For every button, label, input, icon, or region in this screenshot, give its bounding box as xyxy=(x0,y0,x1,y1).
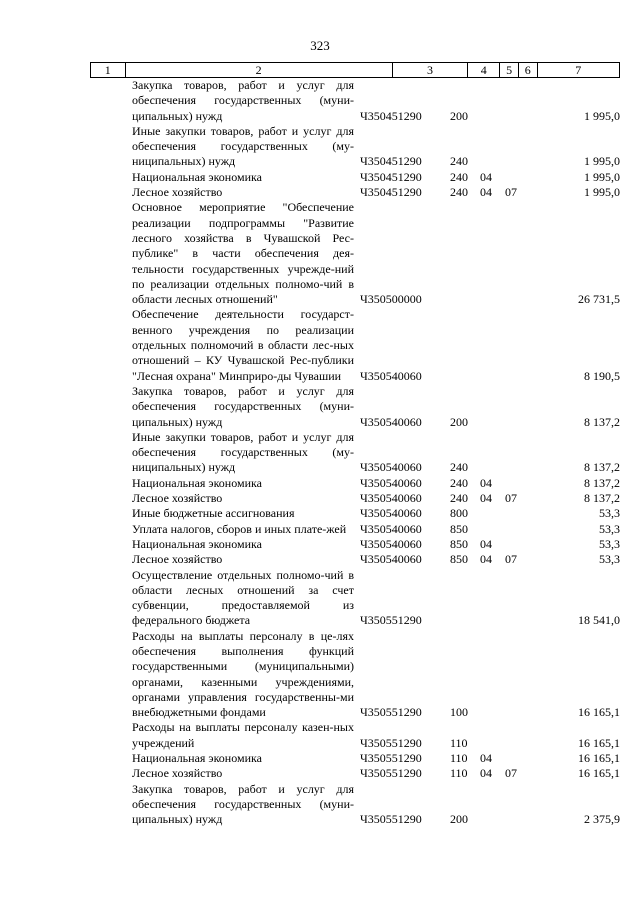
header-col-6: 6 xyxy=(519,63,538,77)
row-sum: 53,3 xyxy=(599,552,620,567)
row-code: Ч350540060 xyxy=(360,536,422,551)
table-row xyxy=(90,766,620,781)
row-code: Ч350540060 xyxy=(360,521,422,536)
table-row xyxy=(90,782,620,828)
row-name: Лесное хозяйство xyxy=(132,491,223,506)
table-row xyxy=(90,751,620,766)
table-row xyxy=(90,307,620,383)
row-sum: 16 165,1 xyxy=(578,705,620,720)
row-pr: 07 xyxy=(505,491,517,506)
row-name: Иные бюджетные ассигнования xyxy=(132,506,295,521)
row-code: Ч350551290 xyxy=(360,613,422,628)
row-name: Обеспечение деятельности государст-венного учреждения по реализации отдельных полномочий в области лес-ных отношений – КУ Чувашской Рес-публики "Лесная охрана" Минприро-ды Чувашии xyxy=(132,307,354,383)
table-body xyxy=(90,78,620,828)
table-row xyxy=(90,185,620,200)
row-name: Лесное хозяйство xyxy=(132,185,223,200)
row-name: Лесное хозяйство xyxy=(132,552,223,567)
row-vr: 850 xyxy=(450,552,468,567)
header-col-3: 3 xyxy=(393,63,469,77)
table-row xyxy=(90,629,620,721)
row-vr: 110 xyxy=(450,766,468,781)
row-name: Осуществление отдельных полномо-чий в области лесных отношений за счет субвенции, предоставляемой из федерального бюджета xyxy=(132,567,354,628)
row-code: Ч350551290 xyxy=(360,812,422,827)
row-rz: 04 xyxy=(480,475,492,490)
row-vr: 800 xyxy=(450,506,468,521)
row-vr: 850 xyxy=(450,536,468,551)
table-row xyxy=(90,200,620,307)
table-row xyxy=(90,537,620,552)
row-vr: 110 xyxy=(450,735,468,750)
table-row xyxy=(90,552,620,567)
row-vr: 200 xyxy=(450,414,468,429)
row-pr: 07 xyxy=(505,766,517,781)
row-code: Ч350451290 xyxy=(360,154,422,169)
table-row xyxy=(90,78,620,124)
row-vr: 240 xyxy=(450,460,468,475)
table-row xyxy=(90,170,620,185)
table-row xyxy=(90,522,620,537)
row-name: Основное мероприятие "Обеспечение реализации подпрограммы "Развитие лесного хозяйства в Чувашской Рес-публике" в части обеспечения дея-тельности государственных учрежде-ний по реализации отдельных полномо-чий в области лесных отношений" xyxy=(132,200,354,307)
row-code: Ч350540060 xyxy=(360,552,422,567)
row-sum: 8 137,2 xyxy=(584,491,620,506)
row-vr: 240 xyxy=(450,169,468,184)
row-name: Национальная экономика xyxy=(132,475,262,490)
row-sum: 18 541,0 xyxy=(578,613,620,628)
row-code: Ч350551290 xyxy=(360,735,422,750)
header-col-4: 4 xyxy=(468,63,500,77)
row-name: Закупка товаров, работ и услуг для обеспечения государственных (муни-ципальных) нужд xyxy=(132,781,354,827)
row-vr: 240 xyxy=(450,185,468,200)
row-name: Расходы на выплаты персоналу в це-лях обеспечения выполнения функций государственными (муниципальными) органами, казенными учреждениями, органами управления государственны-ми внебюджетными фондами xyxy=(132,628,354,720)
row-pr: 07 xyxy=(505,185,517,200)
table-row xyxy=(90,720,620,751)
row-sum: 26 731,5 xyxy=(578,292,620,307)
row-code: Ч350540060 xyxy=(360,491,422,506)
row-name: Закупка товаров, работ и услуг для обеспечения государственных (муни-ципальных) нужд xyxy=(132,383,354,429)
row-sum: 8 137,2 xyxy=(584,460,620,475)
row-sum: 16 165,1 xyxy=(578,751,620,766)
row-rz: 04 xyxy=(480,491,492,506)
row-rz: 04 xyxy=(480,766,492,781)
table-row xyxy=(90,568,620,629)
row-sum: 8 137,2 xyxy=(584,475,620,490)
row-name: Иные закупки товаров, работ и услуг для обеспечения государственных (му-ниципальных) нужд xyxy=(132,123,354,169)
row-code: Ч350451290 xyxy=(360,185,422,200)
row-name: Уплата налогов, сборов и иных плате-жей xyxy=(132,521,347,536)
row-sum: 16 165,1 xyxy=(578,766,620,781)
row-code: Ч350451290 xyxy=(360,108,422,123)
table-row xyxy=(90,430,620,476)
row-sum: 1 995,0 xyxy=(584,185,620,200)
row-vr: 240 xyxy=(450,491,468,506)
row-sum: 53,3 xyxy=(599,506,620,521)
row-code: Ч350540060 xyxy=(360,506,422,521)
row-name: Расходы на выплаты персоналу казен-ных учреждений xyxy=(132,720,354,750)
header-col-5: 5 xyxy=(500,63,519,77)
row-vr: 110 xyxy=(450,751,468,766)
row-sum: 1 995,0 xyxy=(584,169,620,184)
row-rz: 04 xyxy=(480,185,492,200)
header-col-2: 2 xyxy=(126,63,393,77)
row-rz: 04 xyxy=(480,751,492,766)
row-sum: 1 995,0 xyxy=(584,108,620,123)
row-vr: 240 xyxy=(450,154,468,169)
row-sum: 8 190,5 xyxy=(584,368,620,383)
table-row xyxy=(90,506,620,521)
row-name: Национальная экономика xyxy=(132,536,262,551)
row-sum: 1 995,0 xyxy=(584,154,620,169)
row-code: Ч350540060 xyxy=(360,414,422,429)
row-rz: 04 xyxy=(480,536,492,551)
row-code: Ч350540060 xyxy=(360,475,422,490)
row-rz: 04 xyxy=(480,552,492,567)
row-vr: 100 xyxy=(450,705,468,720)
row-sum: 16 165,1 xyxy=(578,735,620,750)
table-row xyxy=(90,384,620,430)
row-code: Ч350540060 xyxy=(360,460,422,475)
table-row xyxy=(90,491,620,506)
row-name: Иные закупки товаров, работ и услуг для обеспечения государственных (му-ниципальных) нужд xyxy=(132,429,354,475)
row-vr: 200 xyxy=(450,812,468,827)
table-row xyxy=(90,476,620,491)
table-row xyxy=(90,124,620,170)
row-sum: 8 137,2 xyxy=(584,414,620,429)
row-code: Ч350500000 xyxy=(360,292,422,307)
page-number: 323 xyxy=(310,38,330,53)
row-vr: 200 xyxy=(450,108,468,123)
row-name: Лесное хозяйство xyxy=(132,766,223,781)
header-col-1: 1 xyxy=(90,63,126,77)
row-code: Ч350551290 xyxy=(360,751,422,766)
row-sum: 53,3 xyxy=(599,521,620,536)
table-header xyxy=(90,62,620,78)
row-pr: 07 xyxy=(505,552,517,567)
row-code: Ч350451290 xyxy=(360,169,422,184)
row-vr: 240 xyxy=(450,475,468,490)
budget-table xyxy=(90,62,620,828)
row-rz: 04 xyxy=(480,169,492,184)
row-sum: 2 375,9 xyxy=(584,812,620,827)
row-sum: 53,3 xyxy=(599,536,620,551)
header-col-7: 7 xyxy=(538,63,620,77)
row-name: Национальная экономика xyxy=(132,751,262,766)
row-code: Ч350540060 xyxy=(360,368,422,383)
row-vr: 850 xyxy=(450,521,468,536)
row-code: Ч350551290 xyxy=(360,766,422,781)
row-name: Национальная экономика xyxy=(132,169,262,184)
row-code: Ч350551290 xyxy=(360,705,422,720)
row-name: Закупка товаров, работ и услуг для обеспечения государственных (муни-ципальных) нужд xyxy=(132,78,354,123)
